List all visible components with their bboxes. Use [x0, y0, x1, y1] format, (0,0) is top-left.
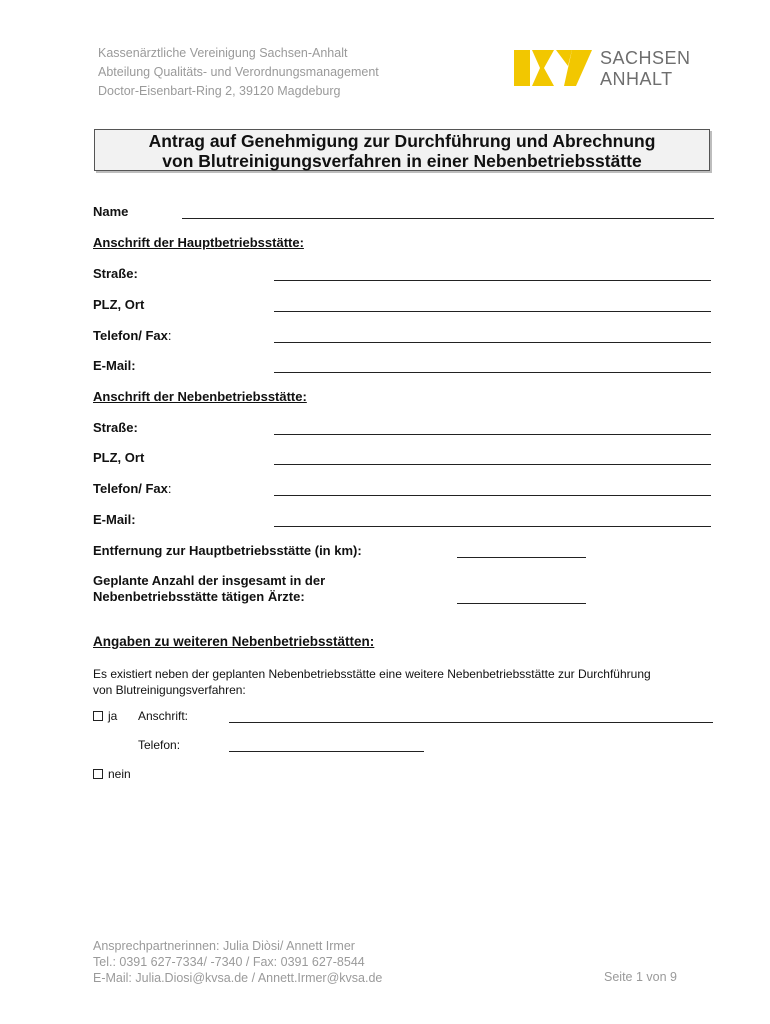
- org-department: Abteilung Qualitäts- und Verordnungsmanagement: [98, 65, 379, 79]
- title-line-2: von Blutreinigungsverfahren in einer Nebenbetriebsstätte: [162, 151, 642, 171]
- haupt-email-field[interactable]: [274, 372, 711, 373]
- document-title: [94, 129, 710, 171]
- neben-email-label: E-Mail:: [93, 512, 136, 527]
- org-name: Kassenärztliche Vereinigung Sachsen-Anhalt: [98, 46, 348, 60]
- page-number: Seite 1 von 9: [604, 970, 677, 984]
- neben-plz-field[interactable]: [274, 464, 711, 465]
- logo-text-sachsen: SACHSEN: [600, 48, 691, 68]
- telefon-label: Telefon:: [138, 738, 181, 752]
- kv-logo: [510, 44, 691, 92]
- aerzte-label: Geplante Anzahl der insgesamt in der Nebenbetriebsstätte tätigen Ärzte:: [93, 573, 326, 604]
- haupt-telefon-label: Telefon/ Fax:: [93, 328, 172, 343]
- letterhead-address: [98, 44, 379, 101]
- footer-phone: Tel.: 0391 627-7334/ -7340 / Fax: 0391 627-8544: [93, 955, 365, 969]
- nein-checkbox[interactable]: nein: [93, 767, 131, 781]
- entfernung-field[interactable]: [457, 557, 586, 558]
- footer-contact: [93, 938, 382, 986]
- neben-strasse-label: Straße:: [93, 420, 138, 435]
- kv-logo-mark-icon: [510, 44, 594, 92]
- nein-checkbox-box[interactable]: [93, 769, 103, 779]
- neben-telefon-label: Telefon/ Fax:: [93, 481, 172, 496]
- name-field[interactable]: [182, 218, 714, 219]
- neben-email-field[interactable]: [274, 526, 711, 527]
- aerzte-field[interactable]: [457, 603, 586, 604]
- weitere-telefon-field[interactable]: [229, 751, 424, 752]
- footer-contact-persons: Ansprechpartnerinnen: Julia Diòsi/ Annett Irmer: [93, 939, 355, 953]
- haupt-strasse-label: Straße:: [93, 266, 138, 281]
- haupt-heading: Anschrift der Hauptbetriebsstätte:: [93, 235, 304, 250]
- haupt-strasse-field[interactable]: [274, 280, 711, 281]
- entfernung-label: Entfernung zur Hauptbetriebsstätte (in km):: [93, 543, 362, 558]
- weitere-heading: Angaben zu weiteren Nebenbetriebsstätten:: [93, 634, 375, 649]
- title-line-1: Antrag auf Genehmigung zur Durchführung und Abrechnung: [148, 131, 656, 151]
- org-address: Doctor-Eisenbart-Ring 2, 39120 Magdeburg: [98, 84, 341, 98]
- neben-plz-label: PLZ, Ort: [93, 450, 145, 465]
- name-label: Name: [93, 204, 129, 219]
- haupt-plz-label: PLZ, Ort: [93, 297, 145, 312]
- weitere-paragraph: Es existiert neben der geplanten Nebenbetriebsstätte eine weitere Nebenbetriebsstätte zur Durchführung von Blutreinigungsverfahren:: [93, 667, 651, 697]
- haupt-telefon-field[interactable]: [274, 342, 711, 343]
- logo-text-anhalt: ANHALT: [600, 69, 673, 89]
- weitere-anschrift-field[interactable]: [229, 722, 713, 723]
- anschrift-label: Anschrift:: [138, 709, 189, 723]
- ja-checkbox[interactable]: ja: [93, 709, 117, 723]
- neben-telefon-field[interactable]: [274, 495, 711, 496]
- neben-heading: Anschrift der Nebenbetriebsstätte:: [93, 389, 307, 404]
- neben-strasse-field[interactable]: [274, 434, 711, 435]
- haupt-plz-field[interactable]: [274, 311, 711, 312]
- haupt-email-label: E-Mail:: [93, 358, 136, 373]
- footer-email: E-Mail: Julia.Diosi@kvsa.de / Annett.Irmer@kvsa.de: [93, 971, 383, 985]
- ja-checkbox-box[interactable]: [93, 711, 103, 721]
